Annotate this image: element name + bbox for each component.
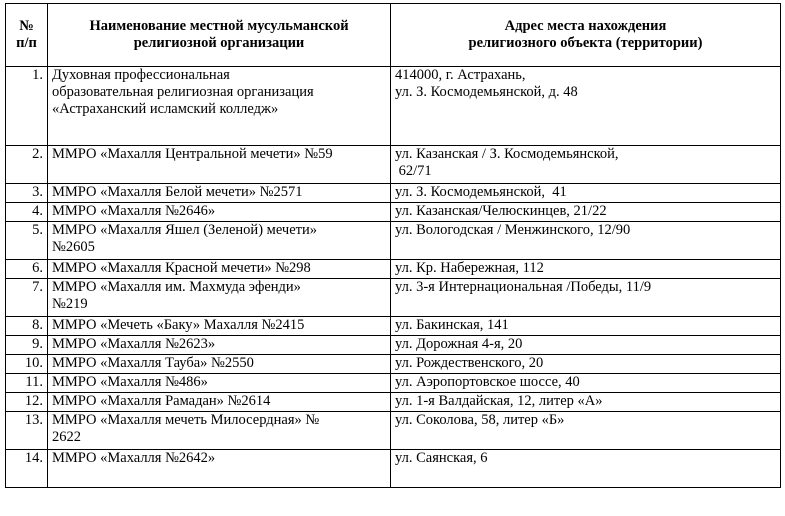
row-number: 13. (6, 412, 48, 450)
table-row (6, 374, 781, 393)
name-line: Духовная профессиональная (52, 67, 230, 83)
address-line: ул. З. Космодемьянской, д. 48 (395, 84, 578, 100)
address-line: ул. Казанская / З. Космодемьянской, (395, 146, 619, 162)
name-line: ММРО «Махалля Яшел (Зеленой) мечети» (52, 222, 317, 238)
organization-name (48, 336, 391, 355)
name-line: ММРО «Мечеть «Баку» Махалля №2415 (52, 317, 305, 333)
organization-name (48, 450, 391, 488)
row-number: 10. (6, 355, 48, 374)
row-number: 6. (6, 260, 48, 279)
address-line: ул. Саянская, 6 (395, 450, 488, 466)
table-row (6, 336, 781, 355)
table-row (6, 279, 781, 317)
organization-name (48, 355, 391, 374)
address-line: ул. З. Космодемьянской, 41 (395, 184, 567, 200)
table-row (6, 450, 781, 488)
row-number: 3. (6, 184, 48, 203)
address-line: ул. Аэропортовское шоссе, 40 (395, 374, 580, 390)
address (391, 450, 781, 488)
organization-name (48, 412, 391, 450)
header-number (6, 4, 48, 67)
table-row (6, 222, 781, 260)
address (391, 393, 781, 412)
name-line: ММРО «Махалля Центральной мечети» №59 (52, 146, 333, 162)
name-line: ММРО «Махалля мечеть Милосердная» № (52, 412, 320, 428)
address-line: ул. 3-я Интернациональная /Победы, 11/9 (395, 279, 652, 295)
row-number: 11. (6, 374, 48, 393)
address (391, 67, 781, 146)
address (391, 374, 781, 393)
name-line: №219 (52, 296, 88, 312)
table-row (6, 393, 781, 412)
header-number-line: № (19, 18, 34, 34)
row-number: 12. (6, 393, 48, 412)
name-line: №2605 (52, 239, 95, 255)
row-number: 9. (6, 336, 48, 355)
table-row (6, 184, 781, 203)
name-line: ММРО «Махалля №2646» (52, 203, 216, 219)
header-row (6, 4, 781, 67)
header-address (391, 4, 781, 67)
organization-name (48, 374, 391, 393)
header-address-line: Адрес места нахождения (504, 18, 667, 34)
organization-name (48, 203, 391, 222)
name-line: ММРО «Махалля №486» (52, 374, 208, 390)
organization-name (48, 184, 391, 203)
address-line: ул. Вологодская / Менжинского, 12/90 (395, 222, 631, 238)
address (391, 279, 781, 317)
header-name-line: религиозной организации (133, 35, 305, 51)
name-line: ММРО «Махалля Рамадан» №2614 (52, 393, 271, 409)
organizations-table (5, 3, 781, 488)
table-row (6, 355, 781, 374)
table-row (6, 317, 781, 336)
row-number: 8. (6, 317, 48, 336)
row-number: 5. (6, 222, 48, 260)
address (391, 412, 781, 450)
address-line: ул. 1-я Валдайская, 12, литер «А» (395, 393, 603, 409)
organization-name (48, 146, 391, 184)
address (391, 317, 781, 336)
table-row (6, 67, 781, 146)
organization-name (48, 393, 391, 412)
address-line: ул. Бакинская, 141 (395, 317, 509, 333)
name-line: ММРО «Махалля Красной мечети» №298 (52, 260, 311, 276)
organization-name (48, 222, 391, 260)
row-number: 4. (6, 203, 48, 222)
address-line: ул. Кр. Набережная, 112 (395, 260, 544, 276)
address (391, 146, 781, 184)
name-line: 2622 (52, 429, 81, 445)
organization-name (48, 317, 391, 336)
header-name-line: Наименование местной мусульманской (89, 18, 349, 34)
organization-name (48, 279, 391, 317)
table-row (6, 203, 781, 222)
name-line: ММРО «Махалля №2642» (52, 450, 216, 466)
address-line: ул. Рождественского, 20 (395, 355, 544, 371)
header-organization-name (48, 4, 391, 67)
table-row (6, 260, 781, 279)
address-line: ул. Дорожная 4-я, 20 (395, 336, 523, 352)
organization-name (48, 260, 391, 279)
address (391, 222, 781, 260)
address (391, 203, 781, 222)
address-line: ул. Казанская/Челюскинцев, 21/22 (395, 203, 607, 219)
header-address-line: религиозного объекта (территории) (468, 35, 703, 51)
name-line: ММРО «Махалля Тауба» №2550 (52, 355, 254, 371)
name-line: ММРО «Махалля №2623» (52, 336, 216, 352)
name-line: ММРО «Махалля Белой мечети» №2571 (52, 184, 303, 200)
table-row (6, 146, 781, 184)
address (391, 355, 781, 374)
address (391, 260, 781, 279)
header-number-line: п/п (16, 35, 37, 51)
name-line: образовательная религиозная организация (52, 84, 314, 100)
address-line: 414000, г. Астрахань, (395, 67, 526, 83)
row-number: 2. (6, 146, 48, 184)
name-line: «Астраханский исламский колледж» (52, 101, 279, 117)
address-line: ул. Соколова, 58, литер «Б» (395, 412, 565, 428)
row-number: 14. (6, 450, 48, 488)
row-number: 1. (6, 67, 48, 146)
organization-name (48, 67, 391, 146)
address (391, 184, 781, 203)
address-line: 62/71 (395, 163, 432, 179)
name-line: ММРО «Махалля им. Махмуда эфенди» (52, 279, 301, 295)
table-row (6, 412, 781, 450)
address (391, 336, 781, 355)
row-number: 7. (6, 279, 48, 317)
